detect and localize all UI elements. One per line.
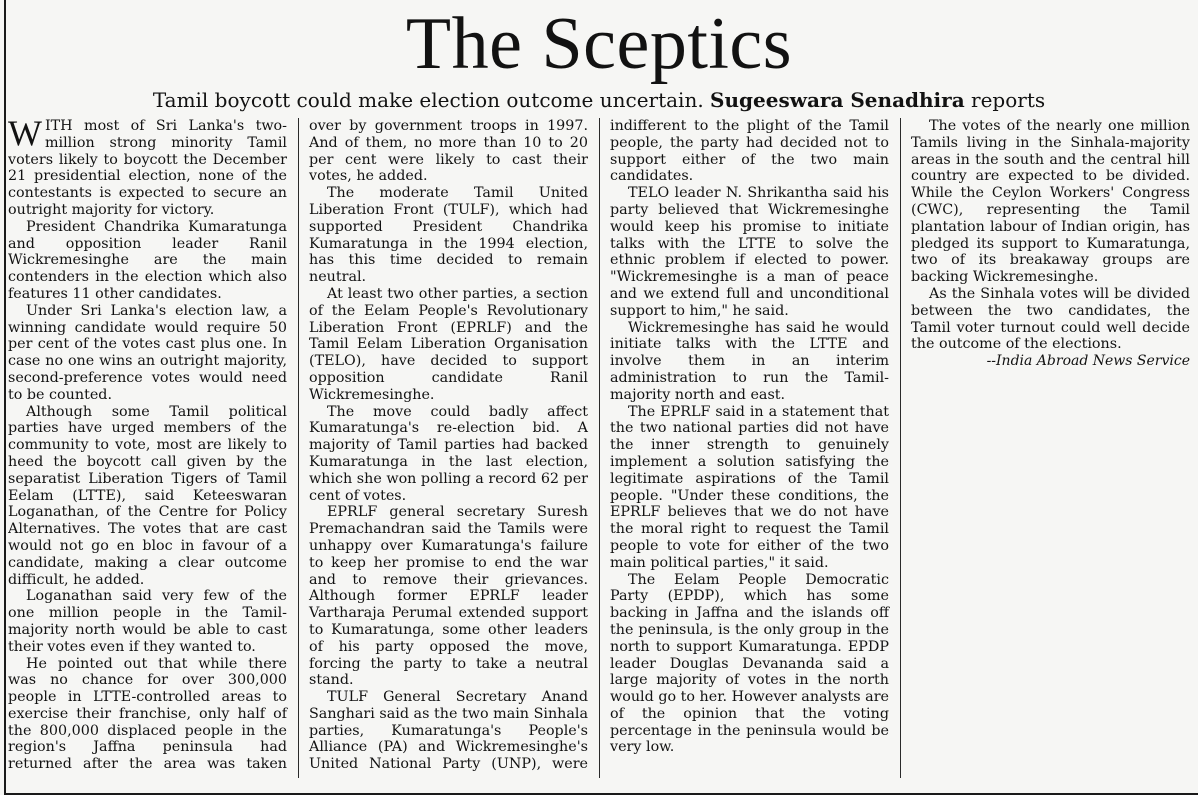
article-paragraph: The Eelam People Democratic Party (EPDP), which has some backing in Jaffna and the islands off the peninsula, is the only group in the north to support Kumaratunga. EPDP leader Douglas Devananda said a large majority of votes in the north would go to her. However analysts are of the opinion that the voting percentage in the peninsula would be very low. [610, 571, 889, 756]
article-paragraph: Loganathan said very few of the one million people in the Tamil-majority north would be able to cast their votes even if they wanted to. [8, 588, 287, 655]
deck [8, 86, 1190, 114]
article-paragraph: As the Sinhala votes will be divided between the two candidates, the Tamil voter turnout could well decide the outcome of the elections. [911, 285, 1190, 353]
article-paragraph: The EPRLF said in a statement that the two national parties did not have the inner strength to genuinely implement a solution satisfying the legitimate aspirations of the Tamil people. "Under these conditions, the EPRLF believes that we do not have the moral right to request the Tamil people to vote for either of the two main political parties," it said. [610, 403, 889, 571]
article-paragraph: The move could badly affect Kumaratunga's re-election bid. A majority of Tamil parties had backed Kumaratunga in the last election, which she won polling a record 62 per cent of votes. [309, 403, 588, 504]
drop-cap: W [8, 118, 42, 153]
byline-credit: --India Abroad News Service [986, 353, 1190, 370]
left-border [4, 0, 6, 795]
article-paragraph: The moderate Tamil United Liberation Front (TULF), which had supported President Chandrika Kumaratunga in the 1994 election, has this time decided to remain neutral. [309, 185, 588, 286]
article-paragraph: He pointed out that while there was no chance for over 300,000 people in LTTE-controlled areas to exercise their franchise, only half of the 800,000 displaced people in the region's Jaffna peninsula had returned after the area was taken over by government troops in 1997. And of them, no more than 10 to 20 per cent were likely to cast their votes, he added. [8, 118, 588, 773]
article-body [8, 118, 1190, 778]
deck-suffix: reports [971, 88, 1046, 112]
deck-text: Tamil boycott could make election outcome uncertain. [152, 88, 704, 112]
article-paragraph: TULF General Secretary Anand Sanghari said as the two main Sinhala parties, Kumaratunga's People's Alliance (PA) and Wickremesinghe's United National Party (UNP), were indifferent to the plight of the Tamil people, the party had decided not to support either of the two main candidates. [309, 118, 889, 773]
article-paragraph [8, 118, 287, 219]
article-paragraph: EPRLF general secretary Suresh Premachandran said the Tamils were unhappy over Kumaratunga's failure to keep her promise to end the war and to remove their grievances. Although former EPRLF leader Vartharaja Perumal extended support to Kumaratunga, some other leaders of his party opposed the move, forcing the party to take a neutral stand. [309, 504, 588, 689]
article-paragraph: At least two other parties, a section of the Eelam People's Revolutionary Liberation Front (EPRLF) and the Tamil Eelam Liberation Organisation (TELO), have decided to support opposition candidate Ranil Wickremesinghe. [309, 285, 588, 403]
article-page [8, 0, 1190, 791]
headline: The Sceptics [405, 3, 793, 85]
author-name: Sugeeswara Senadhira [710, 88, 965, 112]
article-paragraph: The votes of the nearly one million Tamils living in the Sinhala-majority areas in the south and the central hill country are expected to be divided. While the Ceylon Workers' Congress (CWC), representing the Tamil plantation labour of Indian origin, has pledged its support to Kumaratunga, two of its breakaway groups are backing Wickremesinghe. [911, 118, 1190, 286]
article-paragraph: Wickremesinghe has said he would initiate talks with the LTTE and involve them in an interim administration to run the Tamil- majority north and east. [610, 319, 889, 403]
article-paragraph: TELO leader N. Shrikantha said his party believed that Wickremesinghe would keep his promise to initiate talks with the LTTE to solve the ethnic problem if elected to power. "Wickremesinghe is a man of peace and we extend full and unconditional support to him," he said. [610, 185, 889, 319]
lead-text: ITH most of Sri Lanka's two-million strong minority Tamil voters likely to boycott the December 21 presidential election, none of the contestants is expected to secure an outright majority for victory. [8, 118, 287, 218]
article-paragraph: Although some Tamil political parties have urged members of the community to vote, most are likely to heed the boycott call given by the separatist Liberation Tigers of Tamil Eelam (LTTE), said Keteeswaran Loganathan, of the Centre for Policy Alternatives. The votes that are cast would not go en bloc in favour of a candidate, making a clear outcome difficult, he added. [8, 403, 287, 588]
article-paragraph: President Chandrika Kumaratunga and opposition leader Ranil Wickremesinghe are the main contenders in the election which also features 11 other candidates. [8, 218, 287, 302]
article-paragraph: Under Sri Lanka's election law, a winning candidate would require 50 per cent of the votes cast plus one. In case no one wins an outright majority, second-preference votes would need to be counted. [8, 302, 287, 403]
